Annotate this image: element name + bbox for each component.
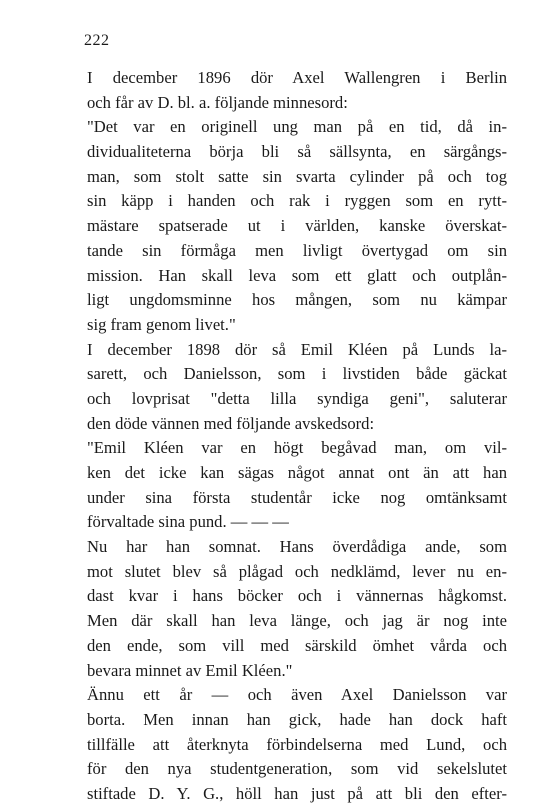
text-line: sin käpp i handen och rak i ryggen som en rytt- — [87, 191, 507, 211]
text-line: "Emil Kléen var en högt begåvad man, om vil- — [87, 438, 507, 458]
text-line: Men där skall han leva länge, och jag är nog inte — [87, 611, 507, 631]
text-line: mot slutet blev så plågad och nedklämd, lever nu en- — [87, 561, 507, 581]
text-line: mästare spatserade ut i världen, kanske överskat- — [87, 216, 507, 236]
text-line: Ännu ett år — och även Axel Danielsson var — [87, 685, 507, 705]
text-line: den ende, som vill med särskild ömhet vårda och — [87, 635, 507, 655]
text-line: ken det icke kan sägas något annat ont än att han — [87, 463, 507, 482]
text-line: sig fram genom livet." — [87, 314, 236, 334]
text-line: Nu har han somnat. Hans överdådiga ande, som — [87, 537, 507, 557]
text-line: mission. Han skall leva som ett glatt och outplån- — [87, 265, 507, 285]
text-line: förvaltade sina pund. — — — — [87, 512, 289, 532]
text-line: och lovprisat "detta lilla syndiga geni", saluterar — [87, 388, 507, 408]
text-line: stiftade D. Y. G., höll han just på att bli den efter- — [87, 783, 507, 803]
text-line: och får av D. bl. a. följande minnesord: — [87, 92, 348, 112]
text-line: tande sin förmåga men livligt övertygad om sin — [87, 240, 507, 260]
body-text — [87, 66, 507, 807]
text-line: för den nya studentgeneration, som vid sekelslutet — [87, 759, 507, 779]
text-line: dast kvar i hans böcker och i vännernas hågkomst. — [87, 586, 507, 606]
text-line: man, som stolt satte sin svarta cylinder på och tog — [87, 166, 507, 186]
page-number: 222 — [84, 32, 110, 49]
text-line: I december 1898 dör så Emil Kléen på Lunds la- — [87, 339, 507, 359]
text-line: ligt ungdomsminne hos mången, som nu kämpar — [87, 290, 507, 310]
text-line: tillfälle att återknyta förbindelserna med Lund, och — [87, 734, 507, 754]
text-line: under sina första studentår icke nog omtänksamt — [87, 487, 507, 507]
text-line: borta. Men innan han gick, hade han dock haft — [87, 709, 507, 729]
text-line: dividualiteterna börja bli så sällsynta, en särgångs- — [87, 142, 507, 162]
text-line: den döde vännen med följande avskedsord: — [87, 413, 375, 433]
text-line: "Det var en originell ung man på en tid, då in- — [87, 117, 507, 137]
text-line: bevara minnet av Emil Kléen." — [87, 660, 293, 680]
text-line: I december 1896 dör Axel Wallengren i Berlin — [87, 68, 507, 87]
text-line: sarett, och Danielsson, som i livstiden både gäckat — [87, 364, 507, 384]
